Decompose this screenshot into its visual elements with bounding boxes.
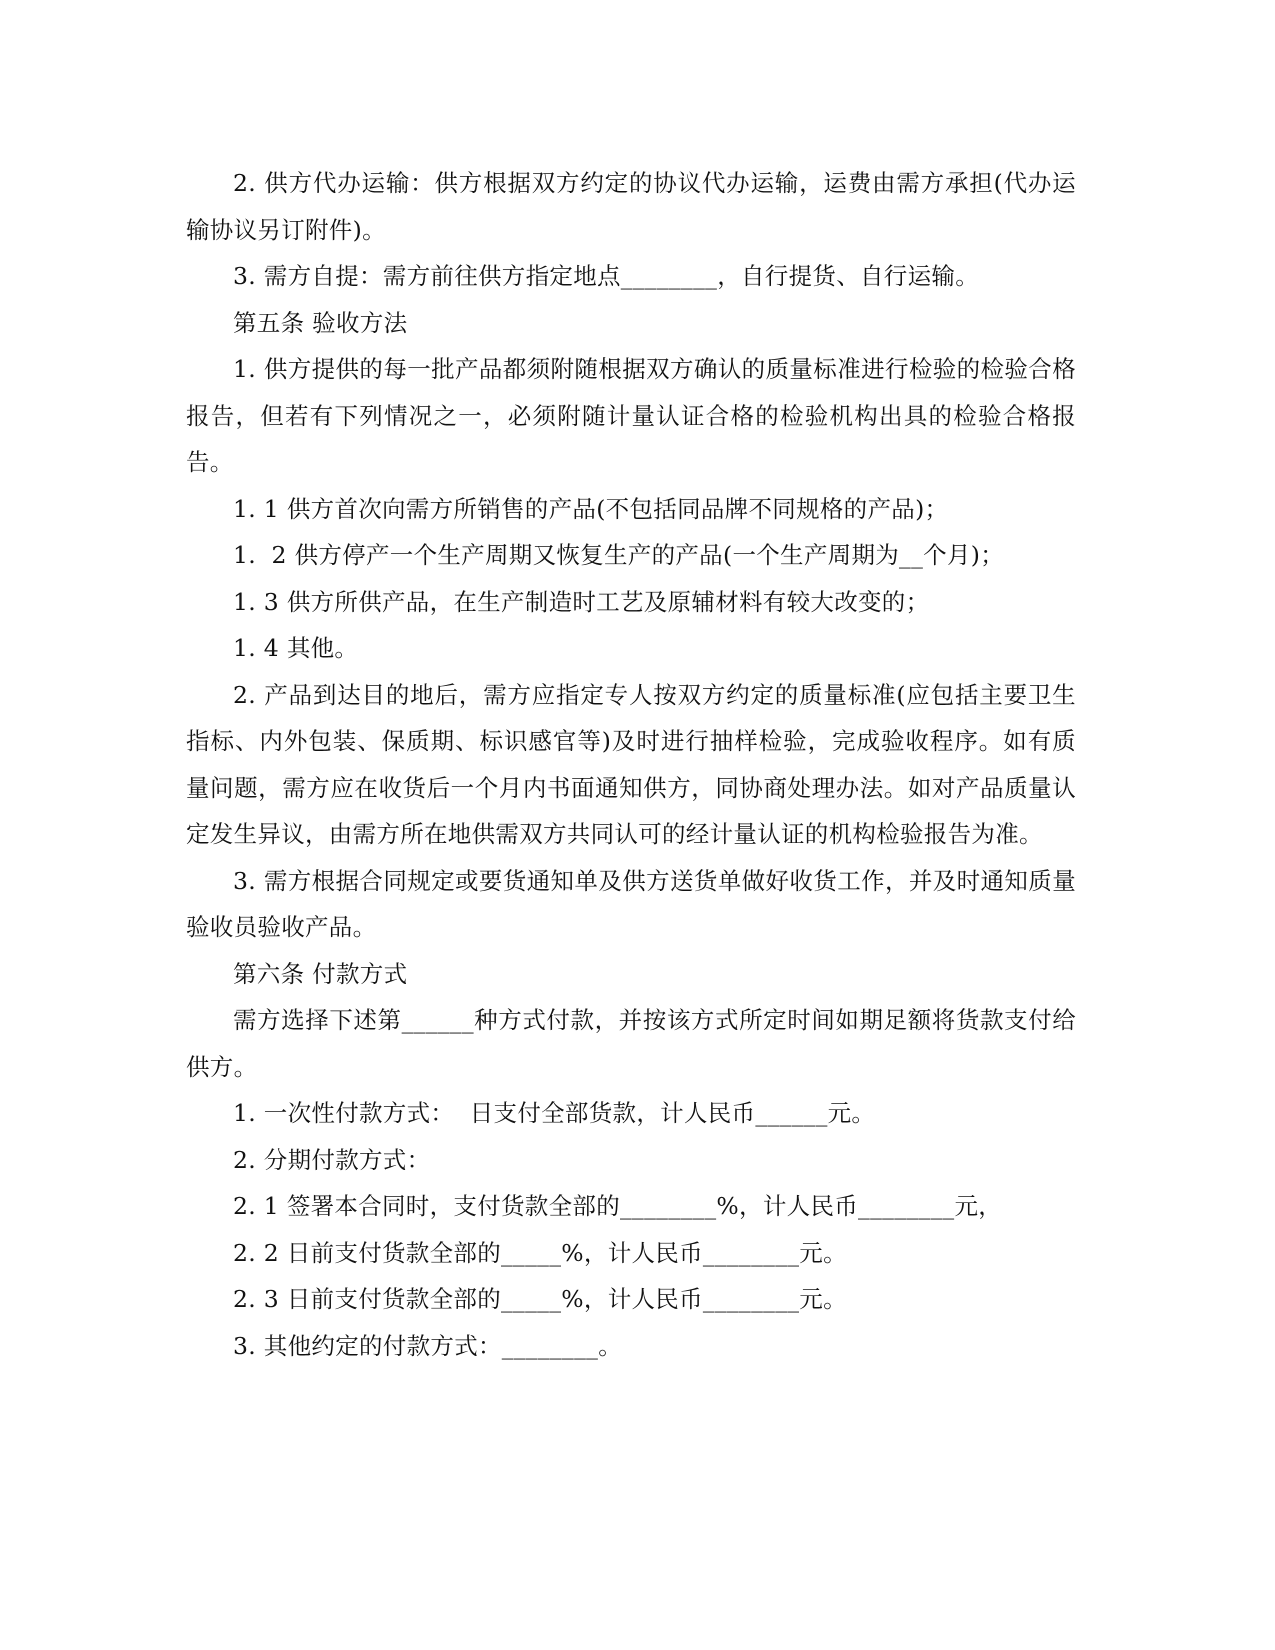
paragraph-installment-2-2: 2. 2 日前支付货款全部的_____%，计人民币________元。 — [233, 1238, 847, 1267]
paragraph-self-pickup: 3. 需方自提：需方前往供方指定地点________，自行提货、自行运输。 — [233, 262, 979, 290]
section-heading-payment: 第六条 付款方式 — [233, 959, 408, 988]
paragraph-receiving-work: 3. 需方根据合同规定或要货通知单及供方送货单做好收货工作，并及时通知质量验收员验收产品。 — [186, 866, 1076, 941]
paragraph-case-1-3: 1. 3 供方所供产品，在生产制造时工艺及原辅材料有较大改变的； — [233, 587, 930, 616]
paragraph-other-payment: 3. 其他约定的付款方式：________。 — [233, 1331, 622, 1360]
paragraph-lump-sum: 1. 一次性付款方式： 日支付全部货款，计人民币______元。 — [233, 1099, 876, 1127]
paragraph-transport-by-supplier: 2. 供方代办运输：供方根据双方约定的协议代办运输，运费由需方承担(代办运输协议另订附件)。 — [186, 169, 1076, 244]
paragraph-case-1-2: 1. 2 供方停产一个生产周期又恢复生产的产品(一个生产周期为__个月)； — [233, 541, 1005, 569]
paragraph-arrival-inspection: 2. 产品到达目的地后，需方应指定专人按双方约定的质量标准(应包括主要卫生指标、内外包装、保质期、标识感官等)及时进行抽样检验，完成验收程序。如有质量问题，需方应在收货后一个月内书面通知供方，同协商处理办法。如对产品质量认定发生异议，由需方所在地供需双方共同认可的经计量认证的机构检验报告为准。 — [186, 680, 1076, 848]
paragraph-inspection-report: 1. 供方提供的每一批产品都须附随根据双方确认的质量标准进行检验的检验合格报告，但若有下列情况之一，必须附随计量认证合格的检验机构出具的检验合格报告。 — [186, 355, 1076, 476]
paragraph-installment-2-3: 2. 3 日前支付货款全部的_____%，计人民币________元。 — [233, 1285, 847, 1313]
document-body — [186, 160, 1076, 1369]
paragraph-payment-choice: 需方选择下述第______种方式付款，并按该方式所定时间如期足额将货款支付给供方。 — [186, 1006, 1076, 1081]
section-heading-acceptance: 第五条 验收方法 — [233, 308, 408, 337]
paragraph-case-1-4: 1. 4 其他。 — [233, 634, 359, 662]
paragraph-case-1-1: 1. 1 供方首次向需方所销售的产品(不包括同品牌不同规格的产品)； — [233, 494, 949, 523]
paragraph-installments: 2. 分期付款方式： — [233, 1145, 431, 1174]
paragraph-installment-2-1: 2. 1 签署本合同时，支付货款全部的________%，计人民币________元， — [233, 1192, 1003, 1220]
